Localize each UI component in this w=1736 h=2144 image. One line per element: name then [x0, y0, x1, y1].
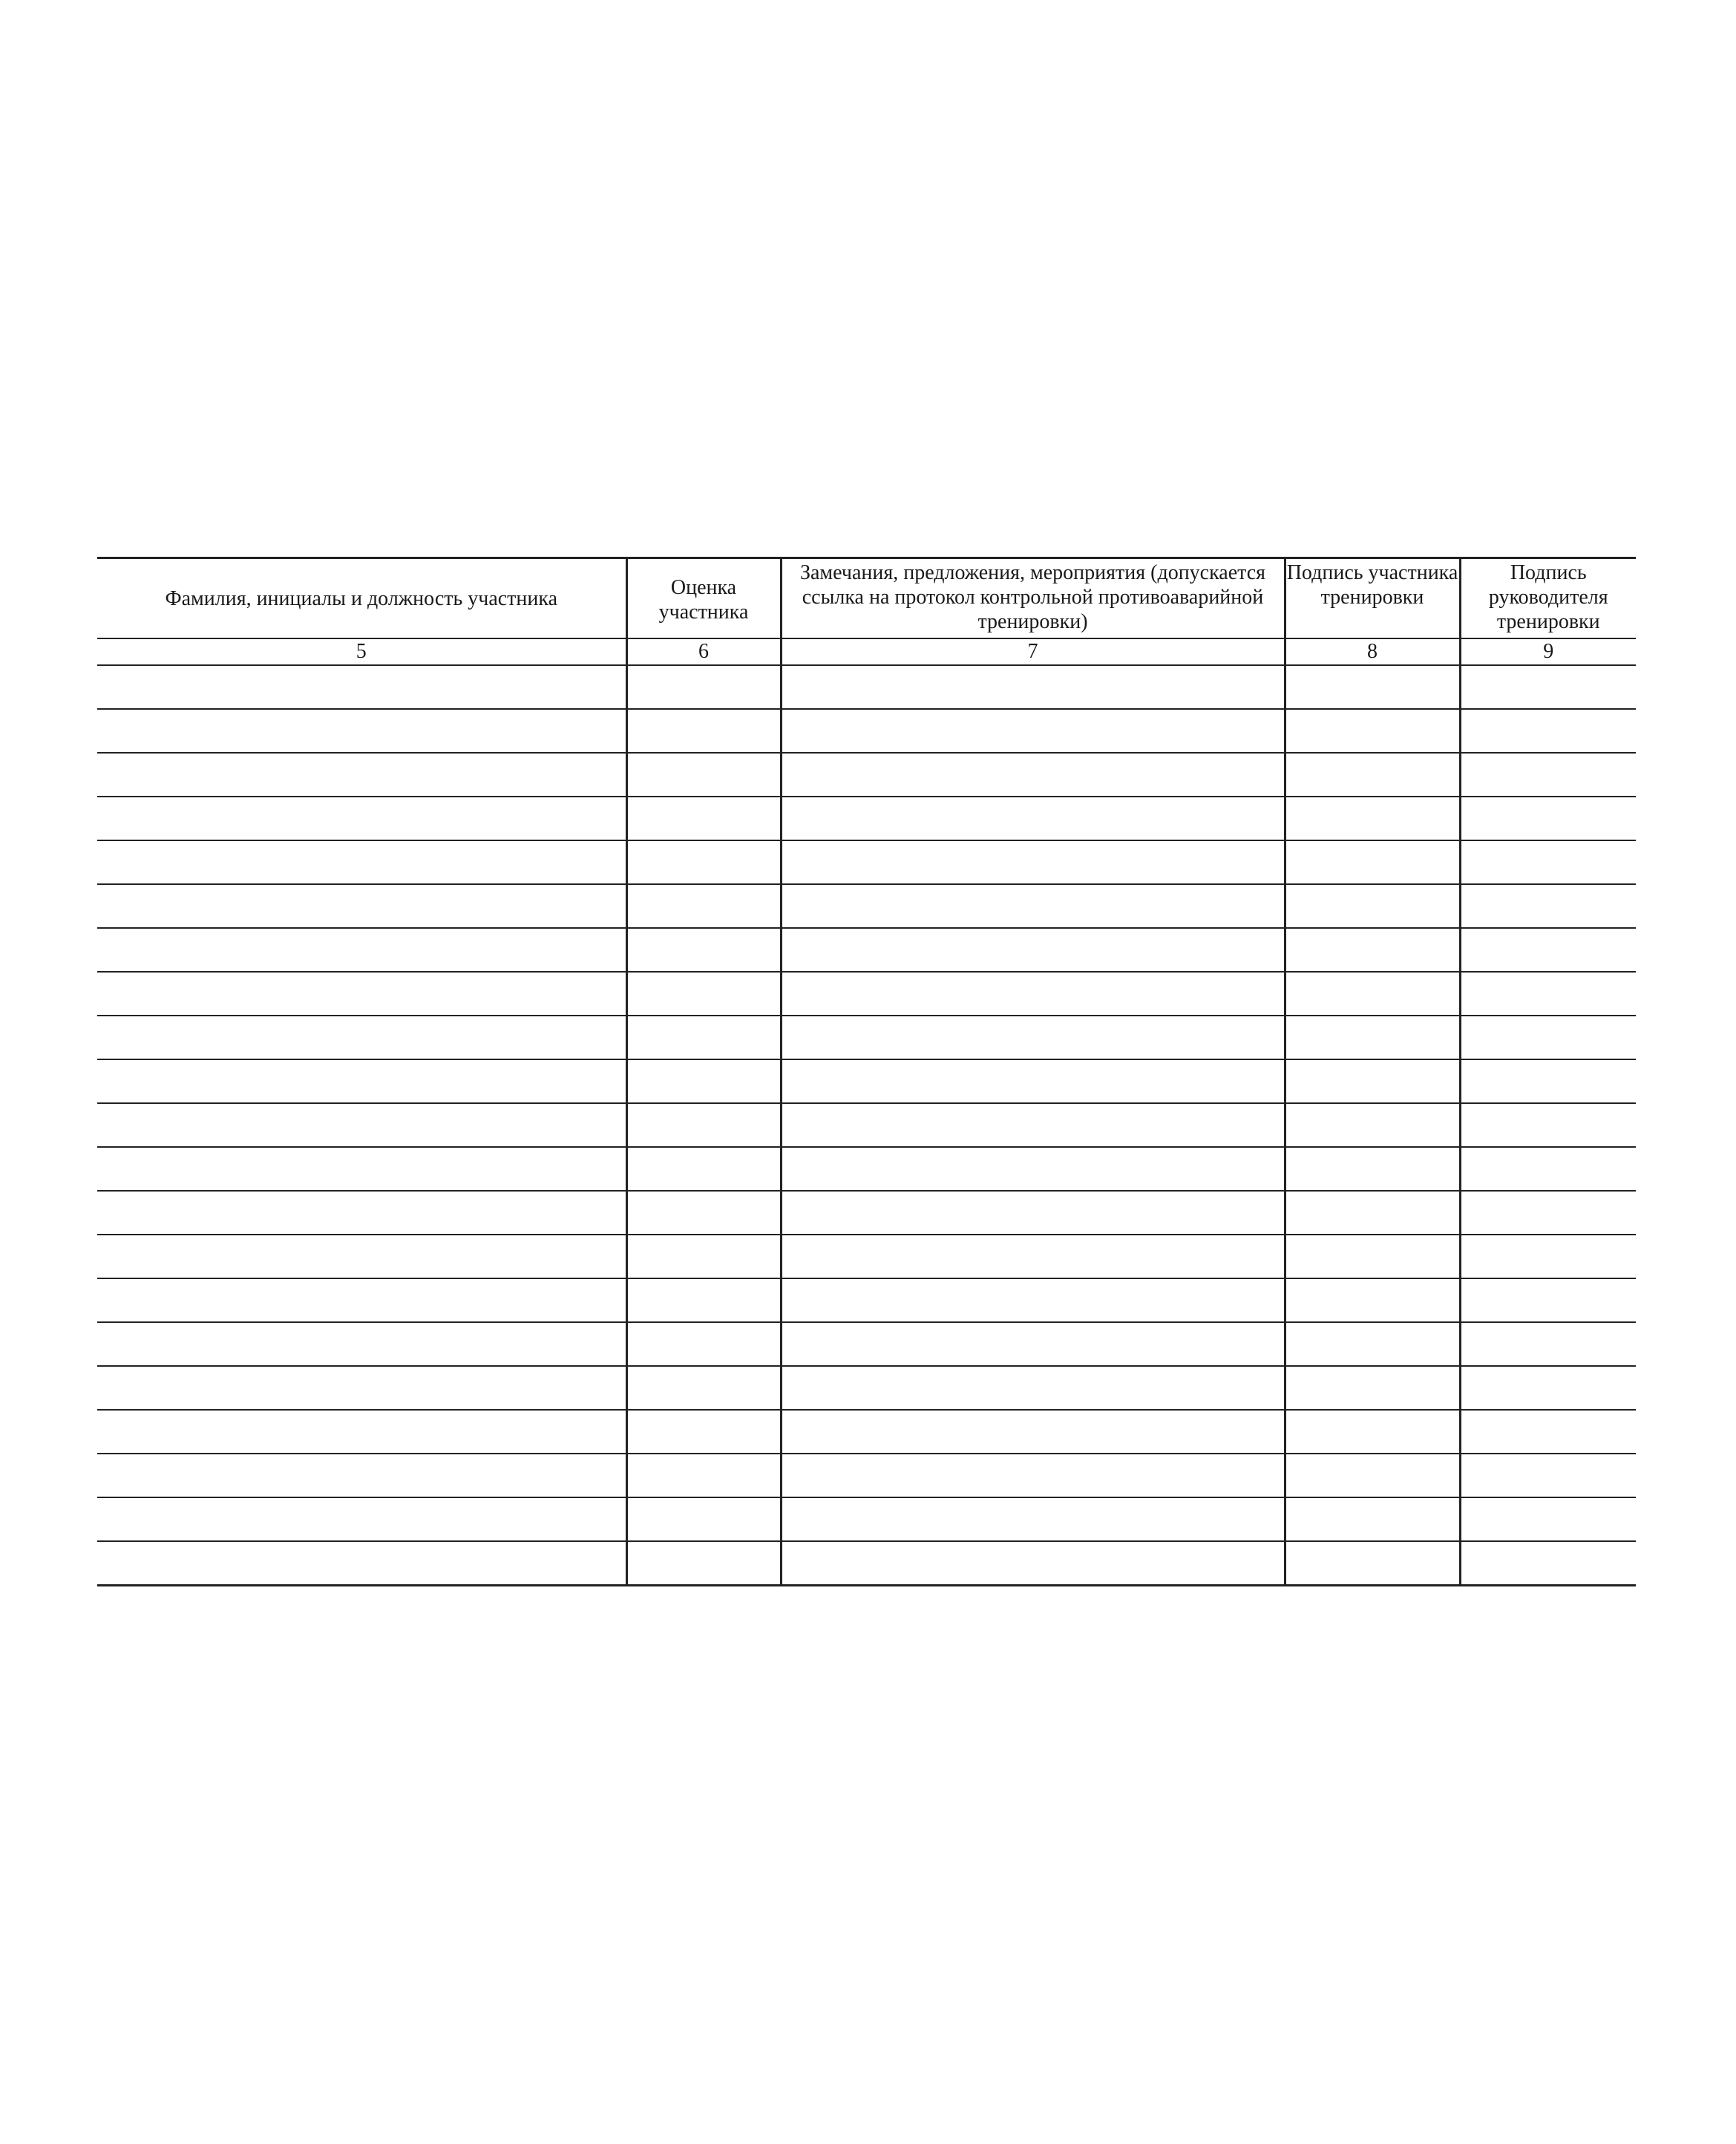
participant-name-cell [97, 709, 626, 753]
supervisor-signature-cell [1460, 1103, 1636, 1147]
participant-signature-cell [1285, 1322, 1460, 1366]
remarks-cell [781, 1059, 1285, 1103]
participant-grade-cell [626, 1191, 781, 1235]
remarks-cell [781, 1322, 1285, 1366]
column-number-row [97, 638, 1636, 665]
column-number: 6 [626, 638, 781, 665]
supervisor-signature-cell [1460, 928, 1636, 972]
supervisor-signature-cell [1460, 665, 1636, 709]
table-row [97, 928, 1636, 972]
training-journal-table [97, 557, 1636, 1586]
participant-name-cell [97, 1235, 626, 1278]
participant-signature-cell [1285, 753, 1460, 797]
column-number: 7 [781, 638, 1285, 665]
supervisor-signature-cell [1460, 1454, 1636, 1497]
participant-signature-cell [1285, 928, 1460, 972]
supervisor-signature-cell [1460, 1016, 1636, 1059]
remarks-cell [781, 884, 1285, 928]
participant-name-cell [97, 1147, 626, 1191]
participant-signature-cell [1285, 1410, 1460, 1454]
remarks-cell [781, 797, 1285, 840]
supervisor-signature-cell [1460, 1322, 1636, 1366]
supervisor-signature-cell [1460, 797, 1636, 840]
table-row [97, 1278, 1636, 1322]
participant-grade-cell [626, 840, 781, 884]
remarks-cell [781, 1016, 1285, 1059]
supervisor-signature-cell [1460, 1235, 1636, 1278]
table-row [97, 972, 1636, 1016]
participant-signature-cell [1285, 665, 1460, 709]
supervisor-signature-cell [1460, 1059, 1636, 1103]
table-row [97, 1497, 1636, 1541]
remarks-cell [781, 1103, 1285, 1147]
remarks-cell [781, 1410, 1285, 1454]
supervisor-signature-cell [1460, 1410, 1636, 1454]
participant-signature-cell [1285, 1016, 1460, 1059]
remarks-cell [781, 753, 1285, 797]
table-row [97, 1147, 1636, 1191]
remarks-cell [781, 1191, 1285, 1235]
table-row [97, 1016, 1636, 1059]
column-number: 9 [1460, 638, 1636, 665]
table-body [97, 665, 1636, 1586]
participant-name-cell [97, 1059, 626, 1103]
remarks-cell [781, 1235, 1285, 1278]
table-row [97, 1191, 1636, 1235]
participant-name-cell [97, 797, 626, 840]
participant-grade-cell [626, 1497, 781, 1541]
participant-name-cell [97, 1322, 626, 1366]
table-row [97, 797, 1636, 840]
remarks-cell [781, 1278, 1285, 1322]
table-row [97, 1235, 1636, 1278]
participant-grade-cell [626, 1059, 781, 1103]
supervisor-signature-cell [1460, 1147, 1636, 1191]
header-participant-name: Фамилия, инициалы и должность участника [97, 558, 626, 639]
header-participant-signature: Подпись участника тренировки [1285, 558, 1460, 639]
participant-name-cell [97, 1454, 626, 1497]
participant-signature-cell [1285, 1366, 1460, 1410]
table-row [97, 840, 1636, 884]
participant-name-cell [97, 928, 626, 972]
remarks-cell [781, 972, 1285, 1016]
participant-signature-cell [1285, 1103, 1460, 1147]
participant-grade-cell [626, 1541, 781, 1586]
participant-name-cell [97, 1278, 626, 1322]
participant-name-cell [97, 884, 626, 928]
participant-name-cell [97, 665, 626, 709]
supervisor-signature-cell [1460, 1366, 1636, 1410]
table-row [97, 1059, 1636, 1103]
participant-grade-cell [626, 753, 781, 797]
participant-name-cell [97, 1103, 626, 1147]
participant-name-cell [97, 1497, 626, 1541]
participant-signature-cell [1285, 1235, 1460, 1278]
column-number: 8 [1285, 638, 1460, 665]
table-row [97, 753, 1636, 797]
participant-signature-cell [1285, 1278, 1460, 1322]
participant-grade-cell [626, 665, 781, 709]
remarks-cell [781, 1454, 1285, 1497]
remarks-cell [781, 840, 1285, 884]
supervisor-signature-cell [1460, 1497, 1636, 1541]
participant-grade-cell [626, 928, 781, 972]
header-participant-grade: Оценка участника [626, 558, 781, 639]
supervisor-signature-cell [1460, 972, 1636, 1016]
table-row [97, 1322, 1636, 1366]
supervisor-signature-cell [1460, 709, 1636, 753]
participant-grade-cell [626, 709, 781, 753]
participant-signature-cell [1285, 1191, 1460, 1235]
participant-grade-cell [626, 1454, 781, 1497]
participant-signature-cell [1285, 797, 1460, 840]
table-row [97, 1410, 1636, 1454]
participant-grade-cell [626, 1016, 781, 1059]
remarks-cell [781, 1366, 1285, 1410]
participant-signature-cell [1285, 884, 1460, 928]
participant-name-cell [97, 1191, 626, 1235]
column-number: 5 [97, 638, 626, 665]
table-row [97, 884, 1636, 928]
remarks-cell [781, 1541, 1285, 1586]
participant-grade-cell [626, 884, 781, 928]
remarks-cell [781, 709, 1285, 753]
participant-signature-cell [1285, 1454, 1460, 1497]
table-row [97, 709, 1636, 753]
supervisor-signature-cell [1460, 753, 1636, 797]
participant-grade-cell [626, 972, 781, 1016]
table-row [97, 1103, 1636, 1147]
participant-grade-cell [626, 1322, 781, 1366]
remarks-cell [781, 1147, 1285, 1191]
participant-signature-cell [1285, 1147, 1460, 1191]
participant-grade-cell [626, 1366, 781, 1410]
participant-grade-cell [626, 1103, 781, 1147]
participant-signature-cell [1285, 972, 1460, 1016]
participant-signature-cell [1285, 1497, 1460, 1541]
participant-signature-cell [1285, 1059, 1460, 1103]
header-supervisor-signature: Подпись руководителя тренировки [1460, 558, 1636, 639]
participant-name-cell [97, 1541, 626, 1586]
remarks-cell [781, 928, 1285, 972]
participant-grade-cell [626, 1147, 781, 1191]
supervisor-signature-cell [1460, 1541, 1636, 1586]
participant-name-cell [97, 1366, 626, 1410]
participant-signature-cell [1285, 709, 1460, 753]
supervisor-signature-cell [1460, 1191, 1636, 1235]
participant-grade-cell [626, 1278, 781, 1322]
participant-name-cell [97, 840, 626, 884]
participant-name-cell [97, 753, 626, 797]
header-row [97, 558, 1636, 639]
table-row [97, 1541, 1636, 1586]
participant-name-cell [97, 1410, 626, 1454]
participant-grade-cell [626, 797, 781, 840]
supervisor-signature-cell [1460, 840, 1636, 884]
participant-grade-cell [626, 1235, 781, 1278]
remarks-cell [781, 665, 1285, 709]
table-row [97, 1366, 1636, 1410]
supervisor-signature-cell [1460, 884, 1636, 928]
participant-name-cell [97, 1016, 626, 1059]
participant-signature-cell [1285, 1541, 1460, 1586]
table-row [97, 665, 1636, 709]
supervisor-signature-cell [1460, 1278, 1636, 1322]
remarks-cell [781, 1497, 1285, 1541]
participant-signature-cell [1285, 840, 1460, 884]
header-remarks: Замечания, предложения, мероприятия (допускается ссылка на протокол контрольной противоаварийной тренировки) [781, 558, 1285, 639]
participant-grade-cell [626, 1410, 781, 1454]
table-row [97, 1454, 1636, 1497]
participant-name-cell [97, 972, 626, 1016]
